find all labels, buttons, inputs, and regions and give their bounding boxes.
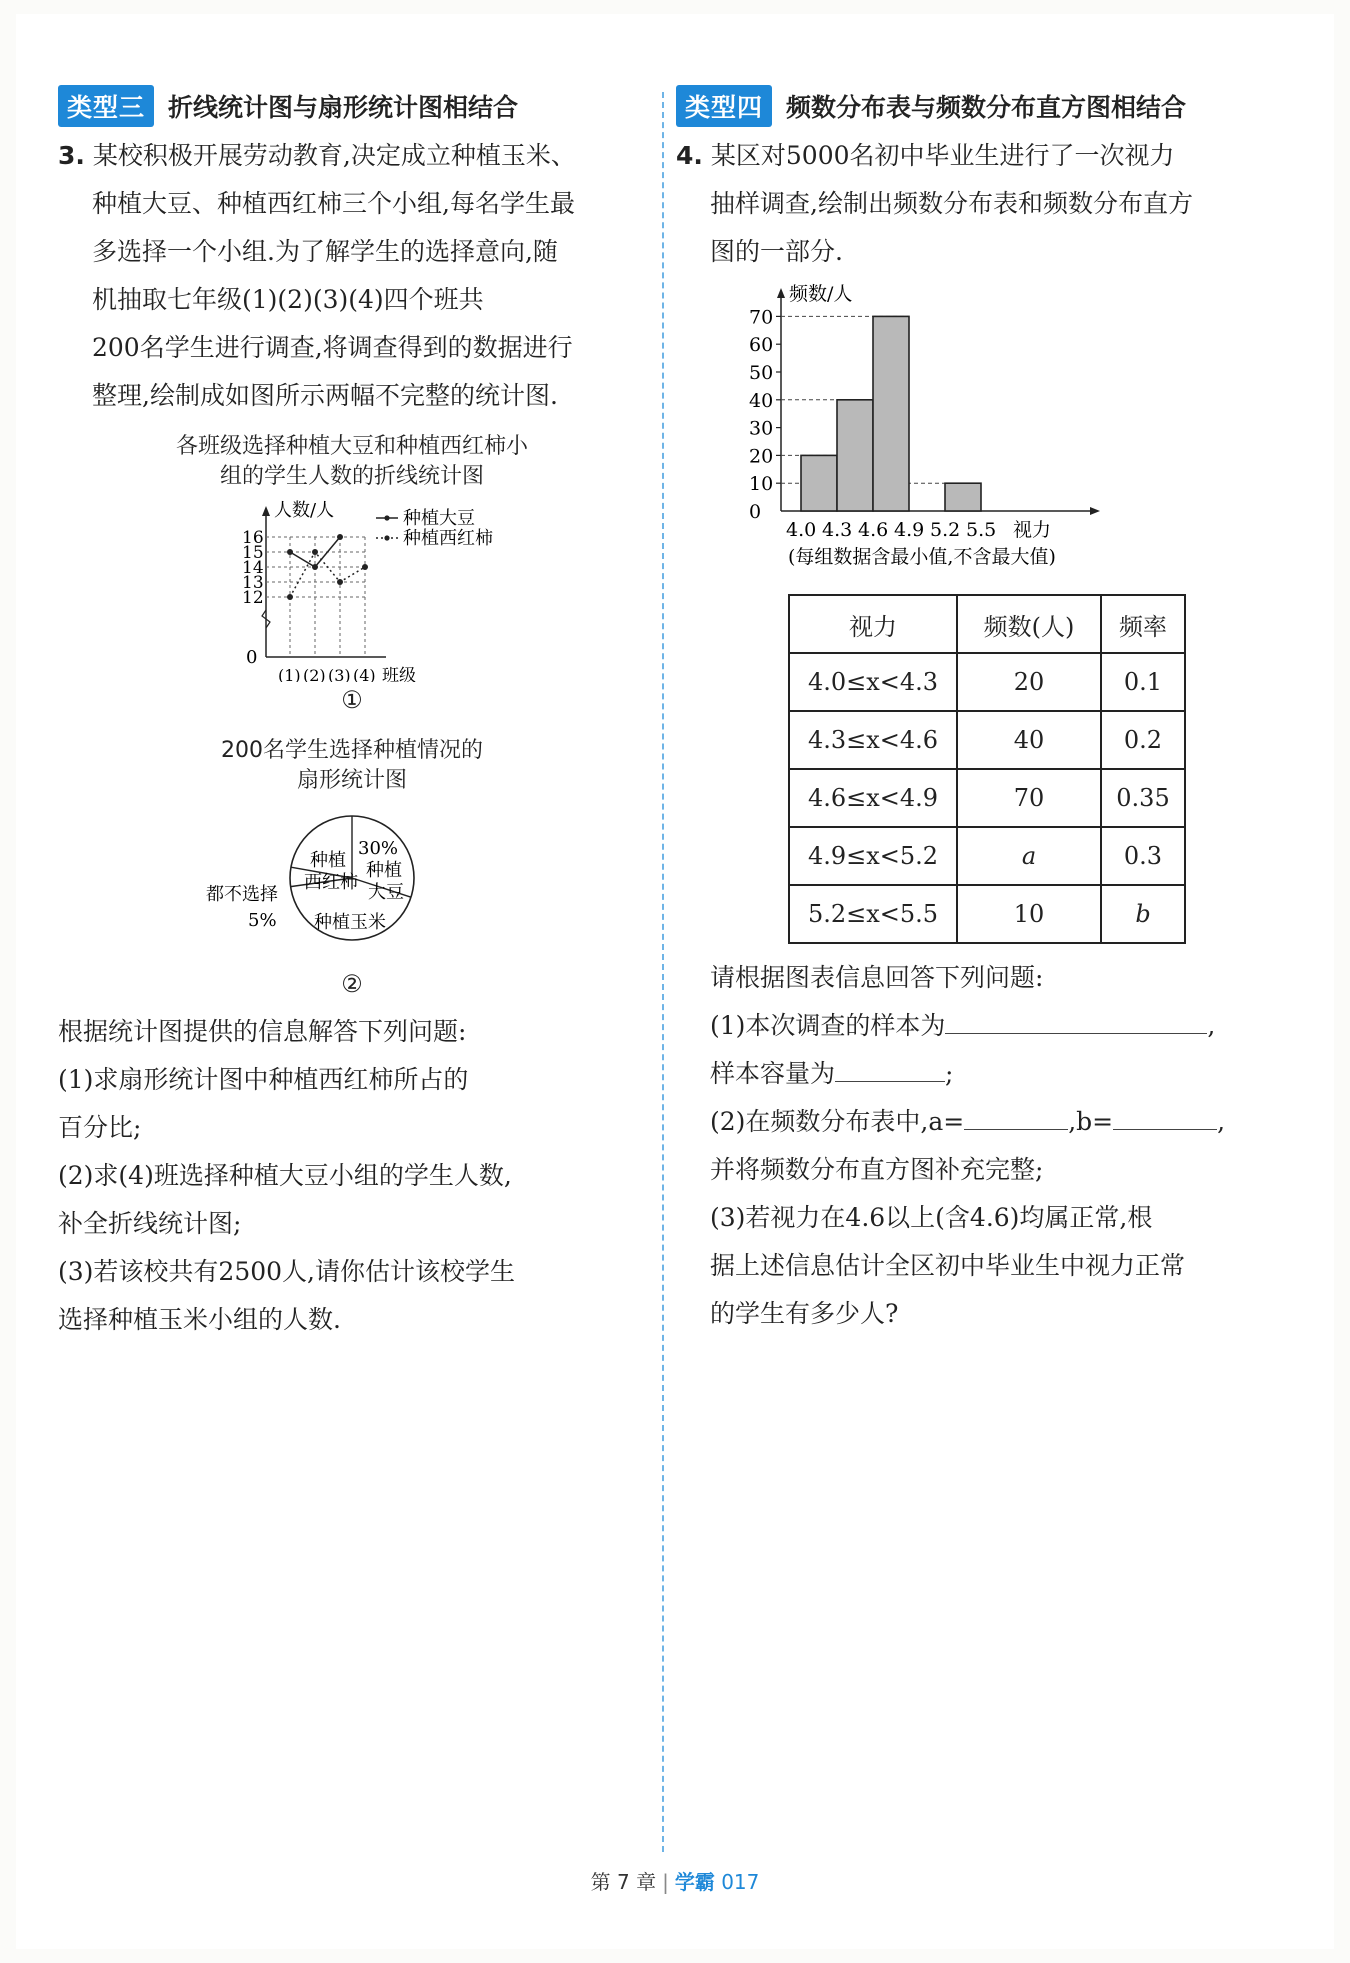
table-cell: 20 [957, 653, 1101, 711]
question-line: 的学生有多少人? [710, 1299, 899, 1328]
x-tick-label: (4) [353, 666, 376, 682]
right-column [676, 84, 1276, 1338]
table-header-cell: 频数(人) [957, 595, 1101, 653]
pie-label-tomato: 西红柿 [304, 872, 358, 893]
table-row [789, 711, 1185, 769]
x-tick-label: 4.9 [894, 519, 925, 541]
question-line: 样本容量为 ; [710, 1050, 1276, 1098]
x-tick-label: (1) [278, 666, 301, 682]
section-header-type3 [58, 84, 646, 128]
table-cell: 10 [957, 885, 1101, 943]
chapter-label: 第 7 章 [590, 1870, 657, 1894]
pie-label-tomato: 种植 [310, 850, 346, 871]
table-cell: 40 [957, 711, 1101, 769]
data-point [287, 594, 293, 600]
y-tick-label: 14 [242, 558, 264, 578]
frequency-table-wrap [788, 594, 1276, 944]
y-tick-label: 40 [749, 389, 774, 412]
table-cell: 4.3≤x<4.6 [789, 711, 957, 769]
x-tick-label: 5.2 [930, 519, 961, 541]
figure-number: ② [341, 970, 363, 998]
pie-chart-title: 扇形统计图 [296, 768, 407, 793]
y-tick-label: 30 [749, 417, 774, 440]
table-cell: 0.2 [1101, 711, 1185, 769]
y-tick-label: 20 [749, 445, 774, 468]
y-tick-label: 60 [749, 334, 774, 357]
pie-label-soybean-pct: 30% [358, 838, 399, 859]
problem-line: 200名学生进行调查,将调查得到的数据进行 [92, 333, 573, 362]
problem-3-text [58, 132, 646, 420]
y-tick-label: 70 [749, 306, 774, 329]
line-chart-title: 各班级选择种植大豆和种植西红柿小 [175, 434, 528, 459]
table-header-row [789, 595, 1185, 653]
pie-chart [58, 796, 646, 966]
section-title: 折线统计图与扇形统计图相结合 [168, 93, 519, 122]
problem-line: 多选择一个小组.为了解学生的选择意向,随 [92, 237, 558, 266]
prompt-text: 根据统计图提供的信息解答下列问题: [58, 1017, 467, 1046]
y-axis-arrow [777, 288, 785, 298]
answer-blank[interactable] [964, 1103, 1068, 1130]
pie-label-none: 都不选择 [206, 884, 278, 905]
y-tick-label: 10 [749, 473, 774, 496]
y-axis-label: 人数/人 [274, 500, 335, 521]
problem-line: 整理,绘制成如图所示两幅不完整的统计图. [92, 381, 558, 410]
page-footer: 第 7 章 | 学霸 017 [590, 1870, 760, 1894]
left-column [58, 84, 646, 1344]
data-point [312, 564, 318, 570]
histogram-bar [873, 316, 909, 511]
frequency-table [788, 594, 1186, 944]
legend-marker [384, 515, 389, 520]
data-point [312, 549, 318, 555]
table-cell: 0.35 [1101, 769, 1185, 827]
brand-label: 学霸 [674, 1870, 715, 1894]
pie-label-none-pct: 5% [248, 910, 277, 931]
origin-label: 0 [246, 647, 258, 668]
y-tick-label: 15 [242, 543, 264, 563]
table-header-cell: 视力 [789, 595, 957, 653]
y-tick-label: 16 [242, 528, 264, 548]
y-tick-label: 12 [242, 588, 264, 608]
x-tick-label: 5.5 [966, 519, 997, 541]
problem-line: 3. 某校积极开展劳动教育,决定成立种植玉米、 [58, 141, 576, 170]
table-row [789, 885, 1185, 943]
section-header-type4 [676, 84, 1276, 128]
line-chart [58, 492, 646, 682]
table-cell: 0.3 [1101, 827, 1185, 885]
data-point [287, 549, 293, 555]
table-row [789, 827, 1185, 885]
x-tick-label: 4.3 [822, 519, 853, 541]
histogram-bar [801, 455, 837, 511]
section-tag: 类型四 [676, 85, 772, 127]
question-line: (1)求扇形统计图中种植西红柿所占的 [58, 1065, 469, 1094]
question-line: 补全折线统计图; [58, 1209, 242, 1238]
answer-blank[interactable] [835, 1055, 945, 1082]
column-divider [662, 92, 664, 1852]
pie-label-soybean: 大豆 [368, 882, 404, 903]
y-axis-arrow [262, 506, 270, 516]
question-line: (2)在频数分布表中,a= ,b= , [710, 1098, 1276, 1146]
x-axis-arrow [1090, 507, 1100, 515]
table-cell: 5.2≤x<5.5 [789, 885, 957, 943]
table-cell: b [1101, 885, 1185, 943]
problem-line: 种植大豆、种植西红柿三个小组,每名学生最 [92, 189, 575, 218]
problem-line: 机抽取七年级(1)(2)(3)(4)四个班共 [92, 285, 484, 314]
problem-4-text [676, 132, 1276, 276]
legend-marker [384, 535, 389, 540]
histogram-note: (每组数据含最小值,不含最大值) [788, 546, 1056, 568]
figure-number: ① [341, 686, 363, 714]
question-line: (2)求(4)班选择种植大豆小组的学生人数, [58, 1161, 512, 1190]
question-line: 选择种植玉米小组的人数. [58, 1305, 341, 1334]
y-tick-label: 13 [242, 573, 264, 593]
table-cell: a [957, 827, 1101, 885]
histogram-bar [945, 483, 981, 511]
problem-line: 图的一部分. [710, 237, 843, 266]
answer-blank[interactable] [945, 1007, 1207, 1034]
x-axis-label: 视力 [1013, 519, 1052, 541]
y-axis-label: 频数/人 [789, 283, 853, 305]
section-title: 频数分布表与频数分布直方图相结合 [786, 93, 1187, 122]
data-point [362, 564, 368, 570]
table-row [789, 653, 1185, 711]
legend-label: 种植西红柿 [403, 528, 493, 549]
data-point [337, 579, 343, 585]
line-chart-title: 组的学生人数的折线统计图 [219, 464, 484, 489]
question-line: 百分比; [58, 1113, 142, 1142]
problem-line: 4. 某区对5000名初中毕业生进行了一次视力 [676, 141, 1175, 170]
data-point [337, 534, 343, 540]
problem-3-questions [58, 1008, 646, 1344]
histogram-bar [837, 400, 873, 511]
x-tick-label: (3) [328, 666, 351, 682]
table-cell: 4.6≤x<4.9 [789, 769, 957, 827]
x-tick-label: (2) [303, 666, 326, 682]
question-number: 4. [676, 141, 703, 170]
section-tag: 类型三 [58, 85, 154, 127]
prompt-text: 请根据图表信息回答下列问题: [710, 963, 1044, 992]
line-chart-figure [58, 432, 646, 714]
question-line: 据上述信息估计全区初中毕业生中视力正常 [710, 1251, 1186, 1280]
x-axis-label: 班级 [382, 666, 416, 682]
page-number: 017 [721, 1870, 760, 1894]
question-line: 并将频数分布直方图补充完整; [710, 1155, 1044, 1184]
x-tick-label: 4.6 [858, 519, 889, 541]
table-row [789, 769, 1185, 827]
table-header-cell: 频率 [1101, 595, 1185, 653]
problem-line: 抽样调查,绘制出频数分布表和频数分布直方 [710, 189, 1193, 218]
pie-label-soybean: 种植 [366, 860, 402, 881]
pie-label-corn: 种植玉米 [314, 912, 386, 933]
problem-4-questions [676, 954, 1276, 1338]
pie-chart-figure [58, 736, 646, 998]
question-number: 3. [58, 141, 85, 170]
x-tick-label: 4.0 [786, 519, 817, 541]
table-cell: 4.9≤x<5.2 [789, 827, 957, 885]
histogram-figure [676, 276, 1276, 580]
question-line: (1)本次调查的样本为 , [710, 1002, 1276, 1050]
table-cell: 70 [957, 769, 1101, 827]
y-tick-label: 0 [749, 501, 762, 523]
pie-chart-title: 200名学生选择种植情况的 [221, 738, 483, 763]
y-tick-label: 50 [749, 362, 774, 384]
question-line: (3)若该校共有2500人,请你估计该校学生 [58, 1257, 515, 1286]
table-cell: 0.1 [1101, 653, 1185, 711]
histogram-chart [676, 276, 1276, 576]
answer-blank[interactable] [1113, 1103, 1217, 1130]
table-cell: 4.0≤x<4.3 [789, 653, 957, 711]
question-line: (3)若视力在4.6以上(含4.6)均属正常,根 [710, 1203, 1153, 1232]
legend-label: 种植大豆 [403, 508, 475, 529]
